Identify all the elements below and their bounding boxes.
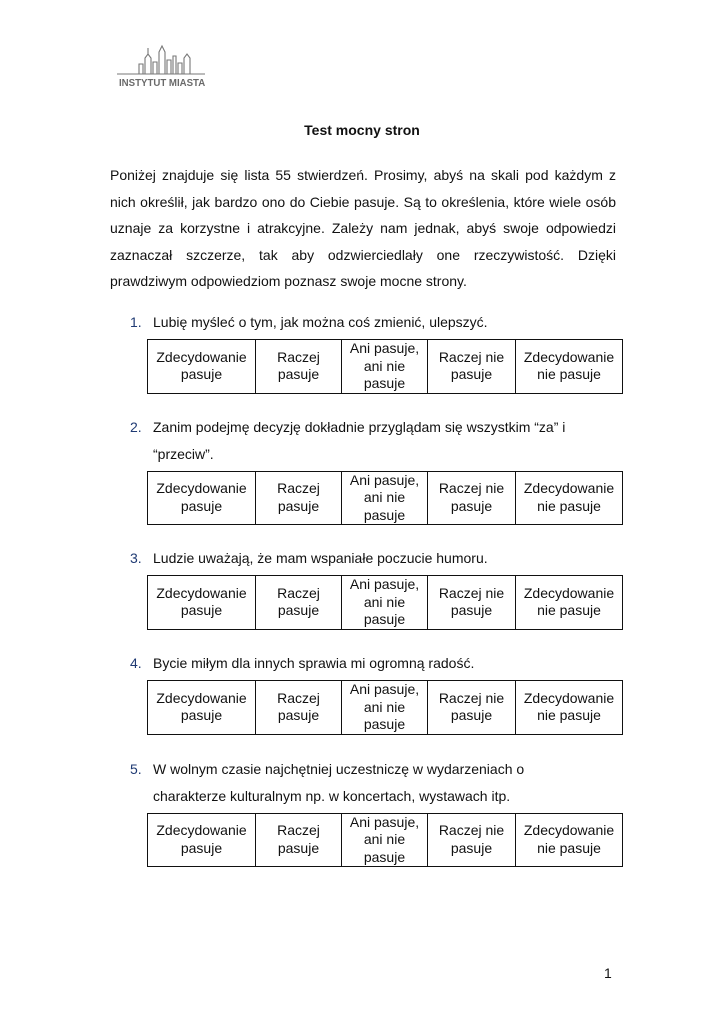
scale-option-label: Zdecydowanie (156, 822, 247, 839)
scale-option[interactable] (342, 576, 428, 630)
institute-logo (117, 44, 205, 92)
question-text (110, 545, 630, 572)
scale-option[interactable] (342, 681, 428, 735)
scale-option-label: nie pasuje (537, 602, 601, 619)
scale-option-label: Zdecydowanie (156, 348, 247, 365)
question-line: Bycie miłym dla innych sprawia mi ogromną radość. (153, 655, 475, 671)
answer-scale (147, 471, 623, 526)
question-line: Zanim podejmę decyzję dokładnie przyglądam się wszystkim “za” i (153, 419, 566, 435)
scale-option-label: Zdecydowanie (523, 348, 615, 365)
scale-option-label: pasuje (363, 375, 406, 391)
scale-option[interactable] (516, 681, 623, 735)
scale-option[interactable] (256, 340, 342, 394)
question-text (110, 309, 630, 336)
scale-option-label: Raczej nie (438, 348, 505, 365)
question-line: charakterze kulturalnym np. w koncertach, wystawach itp. (153, 787, 511, 804)
scale-option-label: pasuje (450, 707, 493, 724)
question-text (110, 756, 630, 809)
scale-option-label: pasuje (363, 848, 406, 865)
scale-option-label: Ani pasuje, (349, 340, 420, 356)
scale-option-label: Raczej (277, 348, 320, 365)
scale-option-label: nie pasuje (537, 707, 601, 724)
scale-option[interactable] (342, 813, 428, 867)
scale-option-label: pasuje (180, 839, 223, 856)
scale-option-label: Zdecydowanie (156, 584, 247, 601)
scale-option-label: nie pasuje (537, 497, 601, 514)
scale-option-label: pasuje (277, 602, 320, 619)
scale-option-label: pasuje (450, 839, 493, 856)
answer-scale (147, 680, 623, 735)
answer-scale (147, 575, 623, 630)
question-item (110, 756, 630, 865)
scale-option-label: Raczej (277, 689, 320, 706)
question-number: 1. (130, 314, 142, 330)
scale-option-label: pasuje (450, 497, 493, 514)
scale-option-label: pasuje (450, 602, 493, 619)
scale-option[interactable] (256, 681, 342, 735)
logo-text: INSTYTUT MIASTA (119, 77, 206, 89)
scale-option-label: Raczej nie (438, 584, 505, 601)
scale-option-label: pasuje (180, 707, 223, 724)
scale-option[interactable] (148, 681, 256, 735)
scale-option[interactable] (256, 576, 342, 630)
question-number: 4. (130, 655, 142, 671)
scale-option-label: pasuje (277, 366, 320, 383)
question-number: 5. (130, 761, 142, 777)
scale-option[interactable] (342, 340, 428, 394)
answer-scale (147, 339, 623, 394)
scale-option-label: pasuje (277, 707, 320, 724)
scale-option-label: Raczej (277, 822, 320, 839)
question-number: 3. (130, 550, 142, 566)
page-number: 1 (604, 965, 612, 981)
scale-option-label: pasuje (180, 366, 223, 383)
scale-option[interactable] (342, 471, 428, 525)
scale-option[interactable] (428, 471, 516, 525)
scale-option-label: Raczej (277, 480, 320, 497)
question-number: 2. (130, 419, 142, 435)
scale-option-label: Zdecydowanie (523, 822, 615, 839)
question-text (110, 414, 630, 467)
scale-option-label: ani nie (363, 593, 406, 610)
scale-option-label: pasuje (450, 366, 493, 383)
scale-option[interactable] (428, 576, 516, 630)
scale-option[interactable] (516, 471, 623, 525)
intro-paragraph: Poniżej znajduje się lista 55 stwierdzeń. Prosimy, abyś na skali pod każdym z nich określił, jak bardzo ono do Ciebie pasuje. Są to określenia, które wiele osób uznaje za korzystne i atrakcyjne. Zależy nam jednak, abyś swoje odpowiedzi zaznaczał szczerze, tak aby odzwierciedlały one rzeczywistość. Dzięki prawdziwym odpowiedziom poznasz swoje mocne strony. (110, 167, 616, 289)
question-item (110, 545, 630, 627)
question-item (110, 309, 630, 391)
scale-option-label: pasuje (277, 497, 320, 514)
scale-option[interactable] (148, 813, 256, 867)
scale-option-label: Zdecydowanie (523, 480, 615, 497)
question-item (110, 650, 630, 732)
scale-option[interactable] (148, 471, 256, 525)
scale-option[interactable] (516, 813, 623, 867)
scale-option-label: Zdecydowanie (523, 584, 615, 601)
scale-option-label: Ani pasuje, (349, 681, 420, 697)
scale-option-label: nie pasuje (537, 839, 601, 856)
scale-option-label: pasuje (180, 602, 223, 619)
scale-option-label: Zdecydowanie (523, 689, 615, 706)
scale-option-label: nie pasuje (537, 366, 601, 383)
scale-option-label: Ani pasuje, (349, 813, 420, 830)
scale-option-label: pasuje (277, 839, 320, 856)
scale-option-label: pasuje (363, 716, 406, 732)
scale-option-label: ani nie (363, 698, 406, 715)
question-text (110, 650, 630, 677)
scale-option[interactable] (256, 813, 342, 867)
scale-option[interactable] (516, 576, 623, 630)
scale-option-label: ani nie (363, 489, 406, 505)
scale-option[interactable] (428, 681, 516, 735)
scale-option-label: Zdecydowanie (156, 480, 247, 497)
question-line: W wolnym czasie najchętniej uczestniczę w wydarzeniach o (153, 761, 525, 777)
scale-option[interactable] (148, 340, 256, 394)
question-item (110, 414, 630, 523)
question-line: Lubię myśleć o tym, jak można coś zmienić, ulepszyć. (153, 314, 488, 330)
question-line: “przeciw”. (153, 445, 214, 462)
scale-option-label: Ani pasuje, (349, 471, 420, 488)
scale-option[interactable] (516, 340, 623, 394)
page-title: Test mocny stron (304, 122, 420, 138)
scale-option[interactable] (256, 471, 342, 525)
city-skyline-icon (117, 44, 205, 78)
scale-option-label: pasuje (180, 497, 223, 514)
scale-option-label: Raczej nie (438, 689, 505, 706)
scale-option[interactable] (148, 576, 256, 630)
scale-option-label: Zdecydowanie (156, 689, 247, 706)
scale-option-label: Ani pasuje, (349, 576, 420, 592)
scale-option-label: Raczej nie (438, 822, 505, 839)
question-line: Ludzie uważają, że mam wspaniałe poczucie humoru. (153, 550, 488, 566)
scale-option-label: Raczej (277, 584, 320, 601)
scale-option-label: pasuje (363, 506, 406, 523)
scale-option[interactable] (428, 813, 516, 867)
scale-option-label: Raczej nie (438, 480, 505, 497)
scale-option-label: ani nie (363, 357, 406, 374)
scale-option[interactable] (428, 340, 516, 394)
scale-option-label: ani nie (363, 831, 406, 847)
scale-option-label: pasuje (363, 611, 406, 627)
answer-scale (147, 813, 623, 868)
